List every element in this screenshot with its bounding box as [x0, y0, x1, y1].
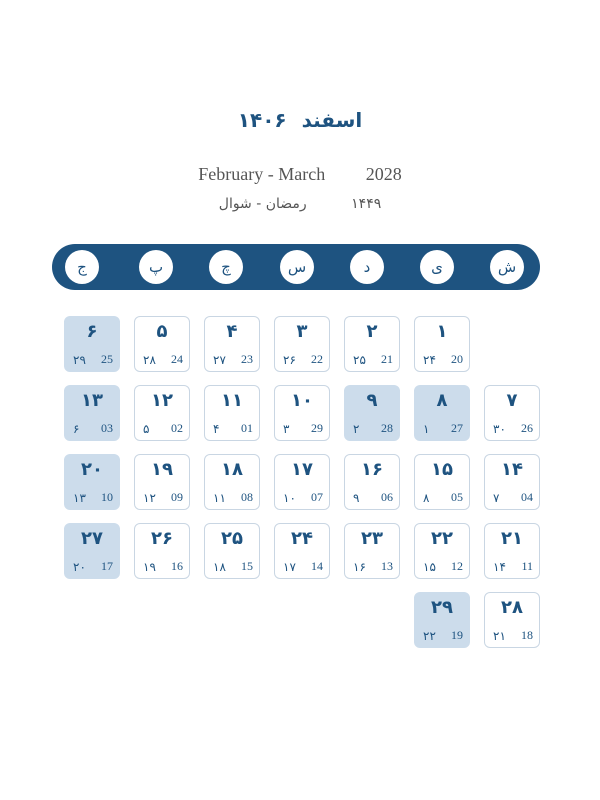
day-cell[interactable]	[274, 523, 330, 579]
persian-day-number: ۱۵	[431, 459, 453, 480]
persian-day-number: ۷	[506, 390, 518, 411]
persian-day-number: ۴	[226, 321, 238, 342]
persian-day-number: ۸	[436, 390, 448, 411]
day-cell[interactable]	[414, 592, 470, 648]
gregorian-day-number: 21	[381, 352, 393, 366]
gregorian-day-number: 15	[241, 559, 253, 573]
gregorian-day-number: 07	[311, 490, 323, 504]
day-cell[interactable]	[64, 316, 120, 372]
hijri-day-number: ۱	[423, 422, 430, 436]
persian-day-number: ۲۷	[81, 528, 103, 549]
gregorian-day-number: 25	[101, 352, 113, 366]
hijri-day-number: ۱۱	[213, 491, 226, 505]
gregorian-day-number: 01	[241, 421, 253, 435]
persian-day-number: ۱۳	[81, 390, 103, 411]
day-cell[interactable]	[274, 385, 330, 441]
persian-year: ۱۴۰۶	[237, 108, 287, 132]
day-cell[interactable]	[134, 523, 190, 579]
persian-day-number: ۱۲	[151, 390, 173, 411]
day-cell[interactable]	[134, 385, 190, 441]
persian-day-number: ۳	[296, 321, 308, 342]
hijri-day-number: ۸	[423, 491, 430, 505]
gregorian-day-number: 09	[171, 490, 183, 504]
persian-day-number: ۲۰	[81, 459, 103, 480]
gregorian-day-number: 24	[171, 352, 183, 366]
hijri-day-number: ۲۱	[493, 629, 506, 643]
day-cell[interactable]	[204, 385, 260, 441]
persian-day-number: ۵	[156, 321, 168, 342]
persian-day-number: ۲۵	[221, 528, 243, 549]
persian-day-number: ۲۸	[501, 597, 523, 618]
weekday-saturday: ش	[490, 250, 524, 284]
hijri-day-number: ۱۹	[143, 560, 156, 574]
persian-day-number: ۲۶	[151, 528, 173, 549]
gregorian-day-number: 27	[451, 421, 463, 435]
gregorian-day-number: 03	[101, 421, 113, 435]
hijri-day-number: ۲۲	[423, 629, 436, 643]
persian-day-number: ۱۰	[291, 390, 313, 411]
persian-day-number: ۲۳	[361, 528, 383, 549]
hijri-day-number: ۳۰	[493, 422, 506, 436]
persian-day-number: ۱۱	[221, 390, 243, 411]
persian-day-number: ۱۷	[291, 459, 313, 480]
hijri-day-number: ۱۸	[213, 560, 226, 574]
hijri-day-number: ۲۵	[353, 353, 366, 367]
hijri-day-number: ۱۰	[283, 491, 296, 505]
persian-day-number: ۱۹	[151, 459, 173, 480]
gregorian-day-number: 10	[101, 490, 113, 504]
day-cell[interactable]	[64, 385, 120, 441]
hijri-day-number: ۲۹	[73, 353, 86, 367]
hijri-day-number: ۱۶	[353, 560, 366, 574]
gregorian-day-number: 28	[381, 421, 393, 435]
hijri-day-number: ۲۷	[213, 353, 226, 367]
hijri-day-number: ۱۲	[143, 491, 156, 505]
day-cell[interactable]	[64, 523, 120, 579]
day-cell[interactable]	[484, 454, 540, 510]
persian-day-number: ۲۴	[291, 528, 313, 549]
weekday-tuesday: س	[280, 250, 314, 284]
day-cell[interactable]	[484, 385, 540, 441]
weekday-monday: د	[350, 250, 384, 284]
persian-day-number: ۹	[366, 390, 378, 411]
gregorian-day-number: 06	[381, 490, 393, 504]
hijri-day-number: ۱۴	[493, 560, 506, 574]
day-cell[interactable]	[414, 454, 470, 510]
day-cell[interactable]	[64, 454, 120, 510]
day-cell[interactable]	[134, 454, 190, 510]
hijri-day-number: ۵	[143, 422, 150, 436]
gregorian-day-number: 04	[521, 490, 533, 504]
persian-day-number: ۱	[436, 321, 448, 342]
gregorian-year: 2028	[365, 164, 402, 184]
gregorian-day-number: 18	[521, 628, 533, 642]
day-cell[interactable]	[414, 316, 470, 372]
hijri-day-number: ۶	[73, 422, 80, 436]
persian-day-number: ۲۹	[431, 597, 453, 618]
persian-day-number: ۲۱	[501, 528, 523, 549]
persian-day-number: ۱۶	[361, 459, 383, 480]
day-cell[interactable]	[414, 385, 470, 441]
day-cell[interactable]	[204, 316, 260, 372]
weekday-thursday: پ	[139, 250, 173, 284]
weekday-wednesday: چ	[209, 250, 243, 284]
hijri-day-number: ۱۳	[73, 491, 86, 505]
hijri-months: رمضان - شوال	[218, 196, 307, 212]
day-cell[interactable]	[274, 316, 330, 372]
persian-day-number: ۶	[86, 321, 98, 342]
hijri-day-number: ۲۴	[423, 353, 436, 367]
persian-day-number: ۱۸	[221, 459, 243, 480]
gregorian-day-number: 19	[451, 628, 463, 642]
gregorian-day-number: 11	[521, 559, 533, 573]
persian-month: اسفند	[301, 108, 363, 132]
day-cell[interactable]	[274, 454, 330, 510]
hijri-day-number: ۲	[353, 422, 360, 436]
hijri-day-number: ۱۷	[283, 560, 296, 574]
gregorian-months: February - March	[198, 164, 326, 184]
gregorian-day-number: 16	[171, 559, 183, 573]
day-cell[interactable]	[344, 454, 400, 510]
day-cell[interactable]	[484, 592, 540, 648]
hijri-day-number: ۹	[353, 491, 360, 505]
gregorian-day-number: 29	[311, 421, 323, 435]
gregorian-day-number: 20	[451, 352, 463, 366]
gregorian-day-number: 14	[311, 559, 323, 573]
hijri-day-number: ۷	[493, 491, 500, 505]
day-cell[interactable]	[344, 385, 400, 441]
gregorian-day-number: 12	[451, 559, 463, 573]
persian-day-number: ۲	[366, 321, 378, 342]
persian-day-number: ۲۲	[431, 528, 453, 549]
hijri-day-number: ۲۸	[143, 353, 156, 367]
hijri-day-number: ۲۰	[73, 560, 86, 574]
day-cell[interactable]	[134, 316, 190, 372]
weekday-friday: ج	[65, 250, 99, 284]
hijri-year: ۱۴۴۹	[351, 196, 382, 212]
hijri-day-number: ۲۶	[283, 353, 296, 367]
day-cell[interactable]	[484, 523, 540, 579]
hijri-day-number: ۱۵	[423, 560, 436, 574]
gregorian-day-number: 13	[381, 559, 393, 573]
gregorian-day-number: 17	[101, 559, 113, 573]
gregorian-day-number: 22	[311, 352, 323, 366]
hijri-day-number: ۳	[283, 422, 290, 436]
day-cell[interactable]	[344, 523, 400, 579]
day-cell[interactable]	[204, 454, 260, 510]
gregorian-day-number: 23	[241, 352, 253, 366]
gregorian-day-number: 02	[171, 421, 183, 435]
gregorian-day-number: 05	[451, 490, 463, 504]
persian-day-number: ۱۴	[501, 459, 523, 480]
day-cell[interactable]	[204, 523, 260, 579]
gregorian-day-number: 08	[241, 490, 253, 504]
day-cell[interactable]	[414, 523, 470, 579]
gregorian-day-number: 26	[521, 421, 533, 435]
weekday-sunday: ی	[420, 250, 454, 284]
day-cell[interactable]	[344, 316, 400, 372]
hijri-day-number: ۴	[213, 422, 220, 436]
